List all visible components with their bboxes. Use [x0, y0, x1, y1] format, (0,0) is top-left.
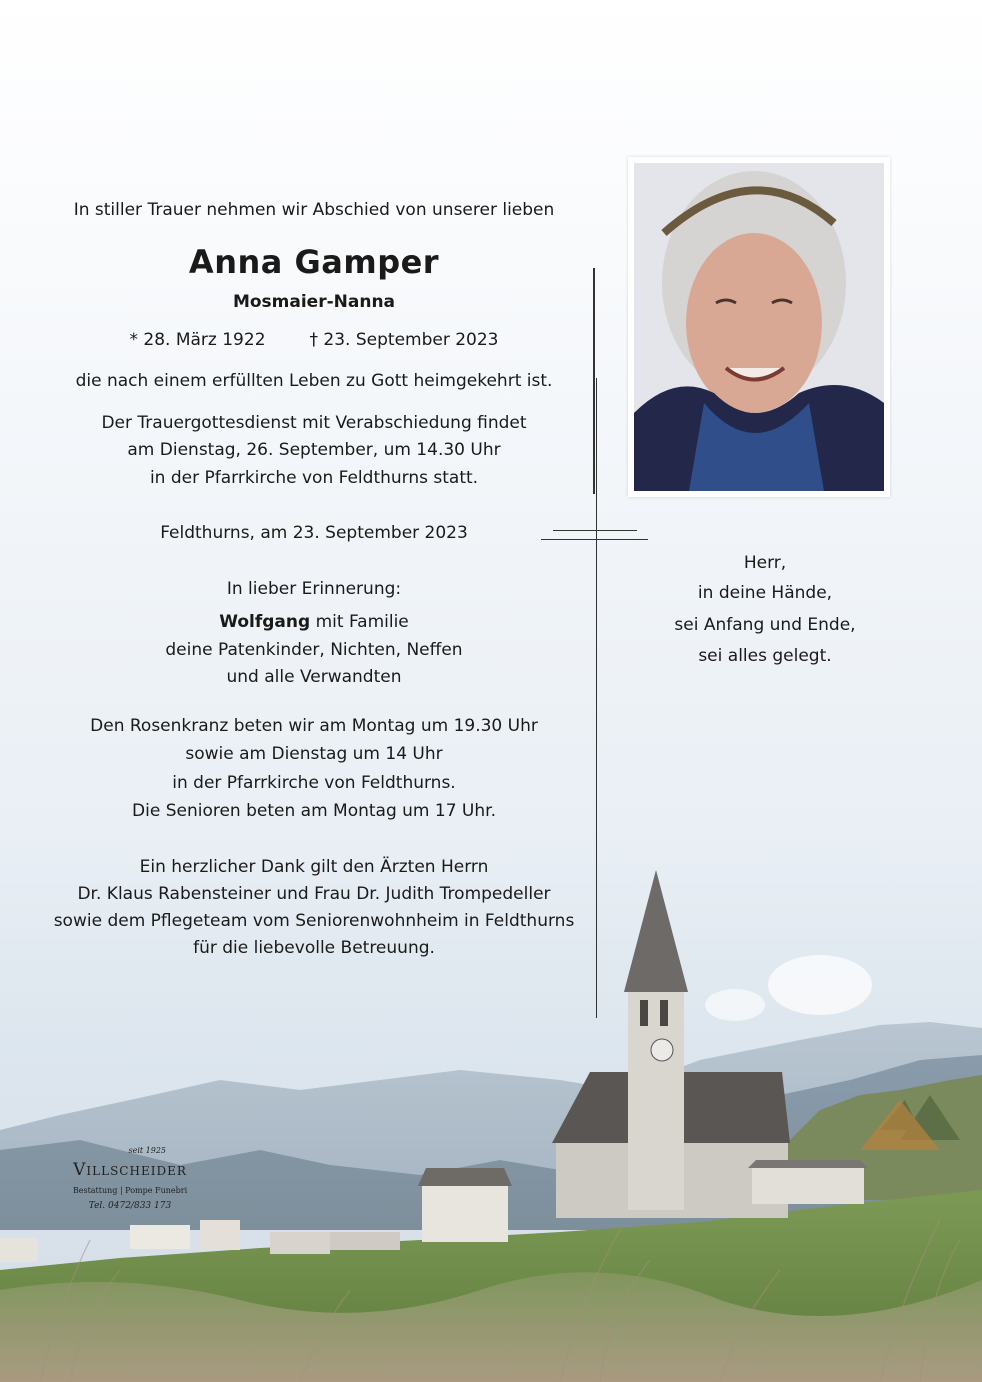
mourner-line: deine Patenkinder, Nichten, Neffen [165, 640, 463, 660]
mourner-rest: mit Familie [310, 612, 409, 632]
verse-block [646, 0, 884, 700]
service-line: Der Trauergottesdienst mit Verabschiedung findet [101, 413, 527, 433]
cross-vertical-bar-bottom [596, 378, 597, 1018]
life-dates [48, 327, 580, 354]
verse-line: Herr, [743, 553, 787, 573]
mourner-primary [48, 609, 580, 636]
place-date: Feldthurns, am 23. September 2023 [160, 523, 468, 543]
intro-text: In stiller Trauer nehmen wir Abschied von unserer lieben [73, 200, 555, 220]
service-line: am Dienstag, 26. September, um 14.30 Uhr [127, 440, 501, 460]
obituary-text [48, 0, 580, 1000]
service-line: in der Pfarrkirche von Feldthurns statt. [149, 468, 479, 488]
rosary-line: sowie am Dienstag um 14 Uhr [185, 744, 443, 764]
memory-title: In lieber Erinnerung: [226, 579, 402, 599]
rosary-line: Den Rosenkranz beten wir am Montag um 19.30 Uhr [90, 716, 538, 736]
logo-phone: Tel. 0472/833 173 [88, 1201, 172, 1211]
verse-line: sei Anfang und Ende, [674, 615, 856, 635]
deceased-name: Anna Gamper [188, 243, 440, 281]
rosary-line: in der Pfarrkirche von Feldthurns. [172, 773, 456, 793]
logo-brand: Villscheider [73, 1160, 187, 1180]
thanks-line: sowie dem Pflegeteam vom Seniorenwohnheim in Feldthurns [53, 911, 575, 931]
death-date: † 23. September 2023 [309, 330, 499, 350]
cross-vertical-bar-top [593, 268, 595, 494]
rosary-line: Die Senioren beten am Montag um 17 Uhr. [132, 801, 496, 821]
thanks-line: Dr. Klaus Rabensteiner und Frau Dr. Judith Trompedeller [77, 884, 551, 904]
birth-date: * 28. März 1922 [129, 330, 266, 350]
deceased-nickname: Mosmaier-Nanna [232, 292, 396, 312]
verse-line: in deine Hände, [697, 583, 833, 603]
mourner-name: Wolfgang [219, 612, 311, 632]
logo-since: seit 1925 [128, 1146, 166, 1155]
logo-subtitle: Bestattung | Pompe Funebri [72, 1186, 188, 1195]
returned-text: die nach einem erfüllten Leben zu Gott heimgekehrt ist. [75, 371, 553, 391]
verse-line: sei alles gelegt. [698, 646, 832, 666]
thanks-line: Ein herzlicher Dank gilt den Ärzten Herrn [139, 857, 489, 877]
mourner-line: und alle Verwandten [226, 667, 402, 687]
thanks-line: für die liebevolle Betreuung. [193, 938, 435, 958]
